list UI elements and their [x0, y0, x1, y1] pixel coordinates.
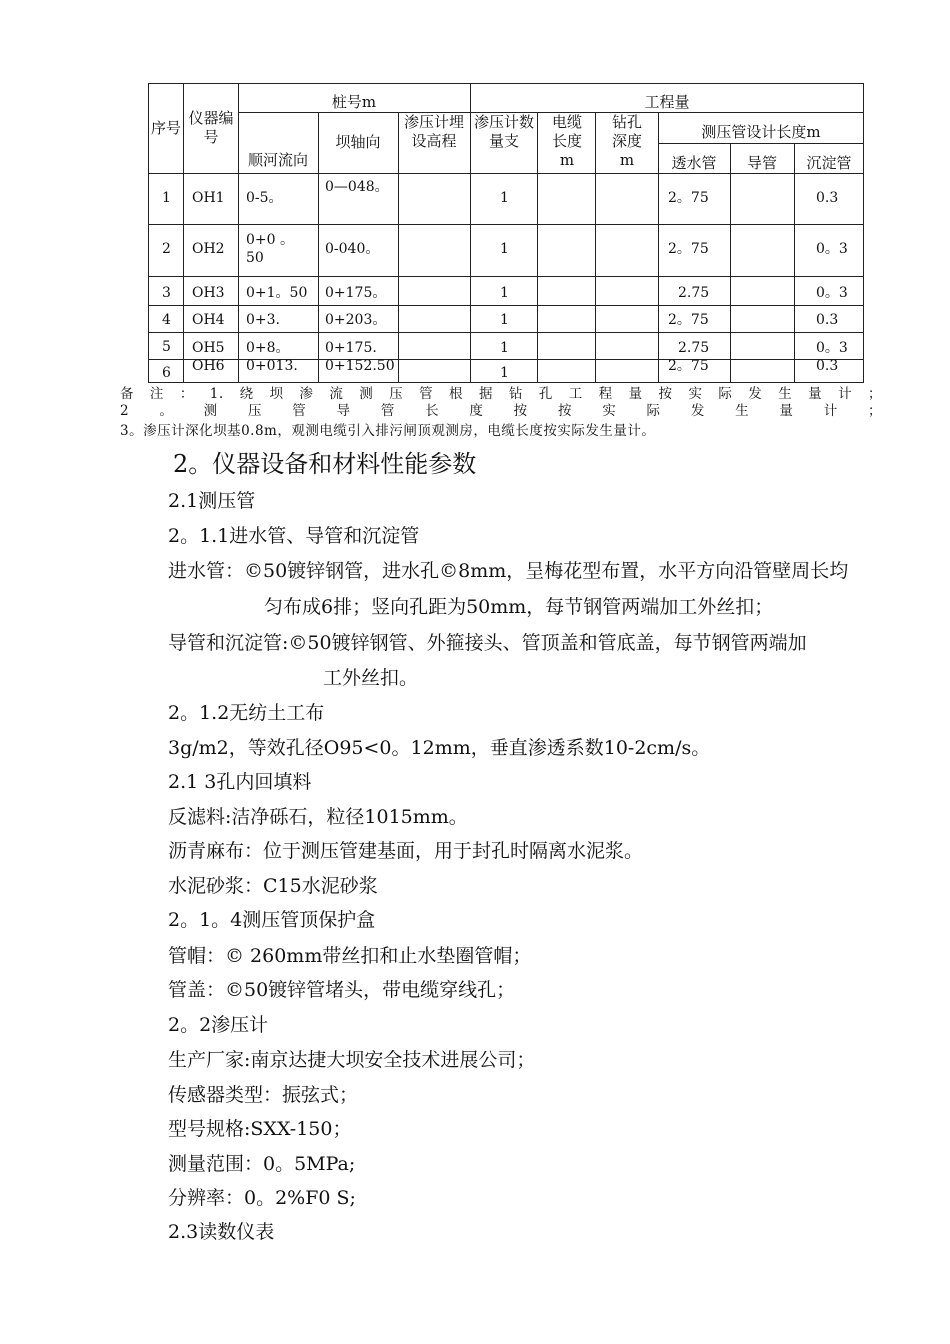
row5-axis: 0+175.	[325, 340, 377, 356]
row4-downstream: 0+3.	[246, 312, 280, 328]
row3-axis: 0+175。	[325, 285, 387, 301]
table-note-3: 3。渗压计深化坝基0.8m，观测电缆引入排污闸顶观测房，电缆长度按实际发生量计。	[120, 423, 656, 439]
row4-id: OH4	[192, 312, 225, 328]
header-dam-axis: 坝轴向	[335, 133, 381, 151]
row6-downstream: 0+013.	[246, 358, 298, 374]
row1-inlet: 2。75	[668, 190, 709, 206]
row1-downstream: 0-5。	[246, 190, 283, 206]
row2-axis: 0-040。	[325, 241, 380, 257]
row5-seq: 5	[162, 339, 171, 355]
table-note-2: 2。测压管导管长度按按实际发生量计；	[120, 403, 882, 419]
row3-seq: 3	[162, 285, 171, 301]
header-instrument-no: 仪器编号	[188, 109, 234, 146]
sensor-text: 传感器类型：振弦式；	[168, 1084, 359, 1106]
row2-inlet: 2。75	[668, 241, 709, 257]
row3-sediment: 0。3	[816, 285, 848, 301]
cover-text: 管盖：©50镀锌管堵头，带电缆穿线孔；	[168, 979, 516, 1001]
subsection-2-1: 2.1测压管	[168, 490, 256, 512]
row6-count: 1	[500, 365, 509, 381]
row4-axis: 0+203。	[325, 312, 387, 328]
row5-downstream: 0+8。	[246, 340, 290, 356]
header-elevation: 渗压计埋设高程	[403, 113, 464, 150]
header-cable-length: 电缆长度m	[551, 113, 582, 169]
row6-sediment: 0.3	[816, 358, 839, 374]
row1-axis: 0—048。	[325, 179, 389, 195]
instrument-table	[148, 83, 864, 383]
section-title: 2。仪器设备和材料性能参数	[173, 450, 477, 478]
row4-seq: 4	[162, 312, 171, 328]
subsection-2-3: 2.3读数仪表	[168, 1221, 275, 1243]
row2-sediment: 0。3	[816, 241, 848, 257]
row4-inlet: 2。75	[668, 312, 709, 328]
row3-downstream: 0+1。50	[246, 285, 308, 301]
row3-inlet: 2.75	[678, 285, 710, 301]
subsection-2-1-4: 2。1。4测压管顶保护盒	[168, 909, 376, 931]
row3-id: OH3	[192, 285, 225, 301]
filter-text: 反滤料:洁净砾石，粒径1015mm。	[168, 806, 468, 828]
header-quantities: 工程量	[644, 93, 690, 111]
cap-text: 管帽：© 260mm带丝扣和止水垫圈管帽；	[168, 945, 532, 967]
mortar-text: 水泥砂浆：C15水泥砂浆	[168, 875, 378, 897]
header-pipe-design-length: 测压管设计长度m	[701, 123, 821, 141]
maker-text: 生产厂家:南京达捷大坝安全技术进展公司；	[168, 1049, 536, 1071]
header-drill-depth: 钻孔深度m	[611, 113, 642, 169]
geotextile-text: 3g/m2，等效孔径O95<0。12mm，垂直渗透系数10-2cm/s。	[168, 737, 711, 759]
row6-axis: 0+152.50	[325, 358, 395, 374]
row1-count: 1	[500, 190, 509, 206]
row6-inlet: 2。75	[668, 358, 709, 374]
inlet-pipe-text-1: 进水管：©50镀锌钢管，进水孔©8mm，呈梅花型布置，水平方向沿管壁周长均	[168, 560, 849, 582]
range-text: 测量范围：0。5MPa;	[168, 1153, 356, 1175]
guide-pipe-text-2: 工外丝扣。	[323, 667, 419, 689]
row4-sediment: 0.3	[816, 312, 839, 328]
row2-downstream: 0+0 。 50	[246, 232, 294, 266]
table-note-1: 备注：1.绕坝渗流测压管根据钻孔工程量按实际发生量计；	[120, 386, 882, 402]
asphalt-text: 沥青麻布：位于测压管建基面，用于封孔时隔离水泥浆。	[168, 840, 644, 862]
row2-seq: 2	[162, 241, 171, 257]
subsection-2-1-1: 2。1.1进水管、导管和沉淀管	[168, 525, 420, 547]
row1-seq: 1	[162, 190, 171, 206]
guide-pipe-text-1: 导管和沉淀管:©50镀锌钢管、外箍接头、管顶盖和管底盖，每节钢管两端加	[168, 632, 807, 654]
header-downstream: 顺河流向	[247, 151, 308, 169]
header-station: 桩号m	[331, 93, 377, 111]
row5-id: OH5	[192, 340, 225, 356]
row5-sediment: 0。3	[816, 340, 848, 356]
header-sediment-pipe: 沉淀管	[806, 154, 852, 172]
row5-inlet: 2.75	[678, 340, 710, 356]
resolution-text: 分辨率：0。2%F0 S;	[168, 1187, 356, 1209]
header-piezometer-count: 渗压计数量支	[473, 113, 534, 150]
row1-id: OH1	[192, 190, 225, 206]
model-text: 型号规格:SXX-150；	[168, 1118, 352, 1140]
row2-count: 1	[500, 241, 509, 257]
header-seq: 序号	[150, 119, 181, 137]
inlet-pipe-text-2: 匀布成6排；竖向孔距为50mm，每节钢管两端加工外丝扣；	[264, 596, 774, 618]
row1-sediment: 0.3	[816, 190, 839, 206]
subsection-2-2: 2。2渗压计	[168, 1014, 269, 1036]
row5-count: 1	[500, 340, 509, 356]
row2-id: OH2	[192, 241, 225, 257]
row6-id: OH6	[192, 358, 225, 374]
header-inlet-pipe: 透水管	[671, 154, 717, 172]
subsection-2-1-3: 2.1 3孔内回填料	[168, 771, 312, 793]
row3-count: 1	[500, 285, 509, 301]
row6-seq: 6	[162, 365, 171, 381]
header-guide-pipe: 导管	[746, 154, 777, 172]
row4-count: 1	[500, 312, 509, 328]
subsection-2-1-2: 2。1.2无纺土工布	[168, 702, 325, 724]
